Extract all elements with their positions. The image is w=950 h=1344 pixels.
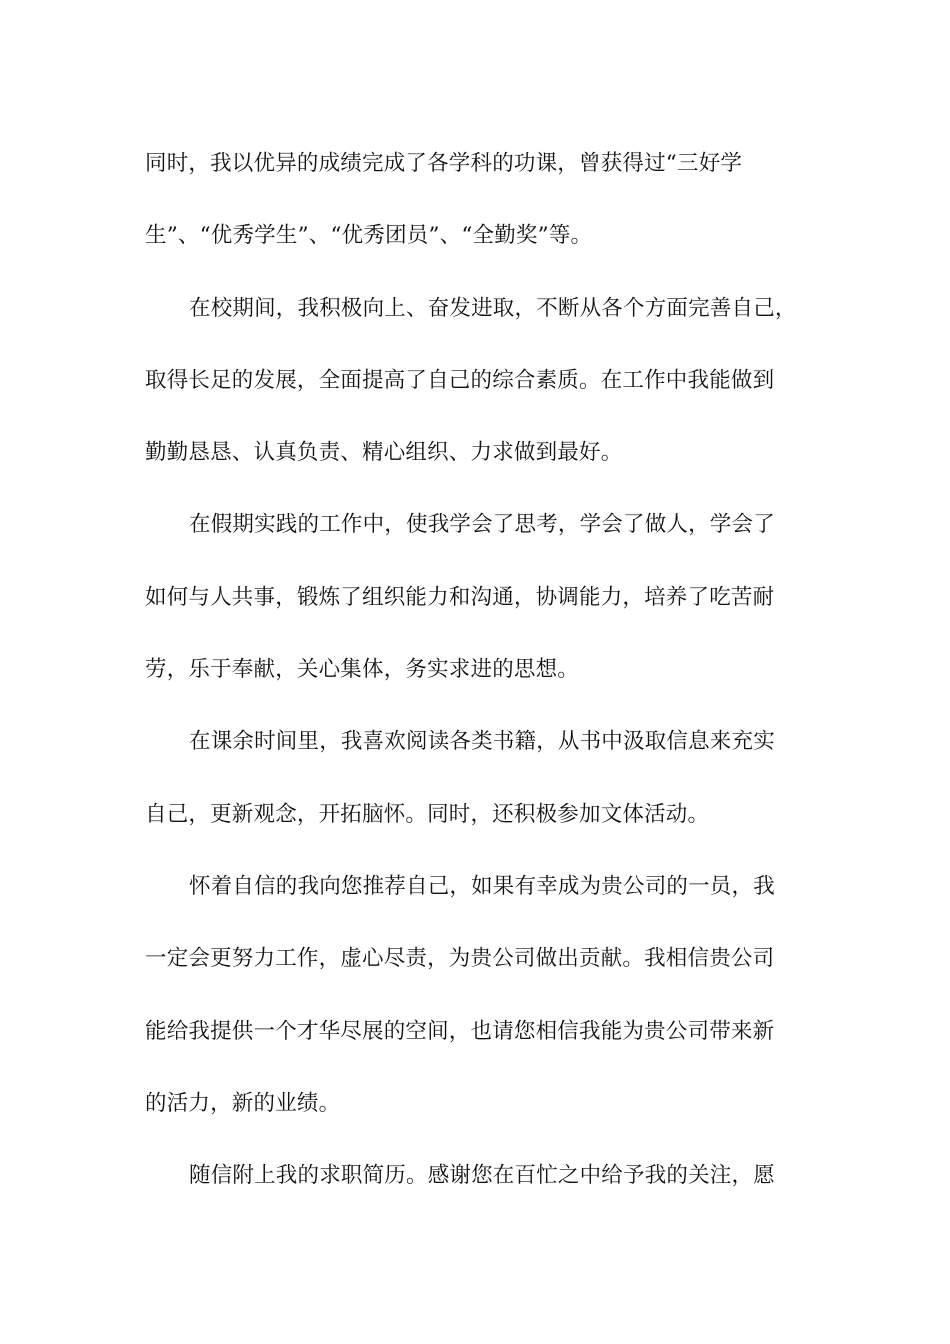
text-line-15: 随信附上我的求职简历。感谢您在百忙之中给予我的关注，愿 <box>189 1163 775 1189</box>
text-line-10: 自己，更新观念，开拓脑怀。同时，还积极参加文体活动。 <box>145 801 710 827</box>
body-text <box>145 128 825 1212</box>
text-line-2: 生”、“优秀学生”、“优秀团员”、“全勤奖”等。 <box>145 223 593 249</box>
text-line-4: 取得长足的发展，全面提高了自己的综合素质。在工作中我能做到 <box>145 367 775 393</box>
text-line-5: 勤勤恳恳、认真负责、精心组织、力求做到最好。 <box>145 440 623 466</box>
text-line-14: 的活力，新的业绩。 <box>145 1090 341 1116</box>
text-line-7: 如何与人共事，锻炼了组织能力和沟通，协调能力，培养了吃苦耐 <box>145 584 775 610</box>
text-line-9: 在课余时间里，我喜欢阅读各类书籍，从书中汲取信息来充实 <box>189 729 775 755</box>
text-line-12: 一定会更努力工作，虚心尽责，为贵公司做出贡献。我相信贵公司 <box>145 946 775 972</box>
text-line-11: 怀着自信的我向您推荐自己，如果有幸成为贵公司的一员，我 <box>189 873 775 899</box>
text-line-3: 在校期间，我积极向上、奋发进取，不断从各个方面完善自己， <box>189 295 797 321</box>
text-line-13: 能给我提供一个才华尽展的空间，也请您相信我能为贵公司带来新 <box>145 1018 775 1044</box>
text-line-1: 同时，我以优异的成绩完成了各学科的功课，曾获得过“三好学 <box>145 151 743 176</box>
text-line-8: 劳，乐于奉献，关心集体，务实求进的思想。 <box>145 657 580 683</box>
text-line-6: 在假期实践的工作中，使我学会了思考，学会了做人，学会了 <box>189 512 775 538</box>
